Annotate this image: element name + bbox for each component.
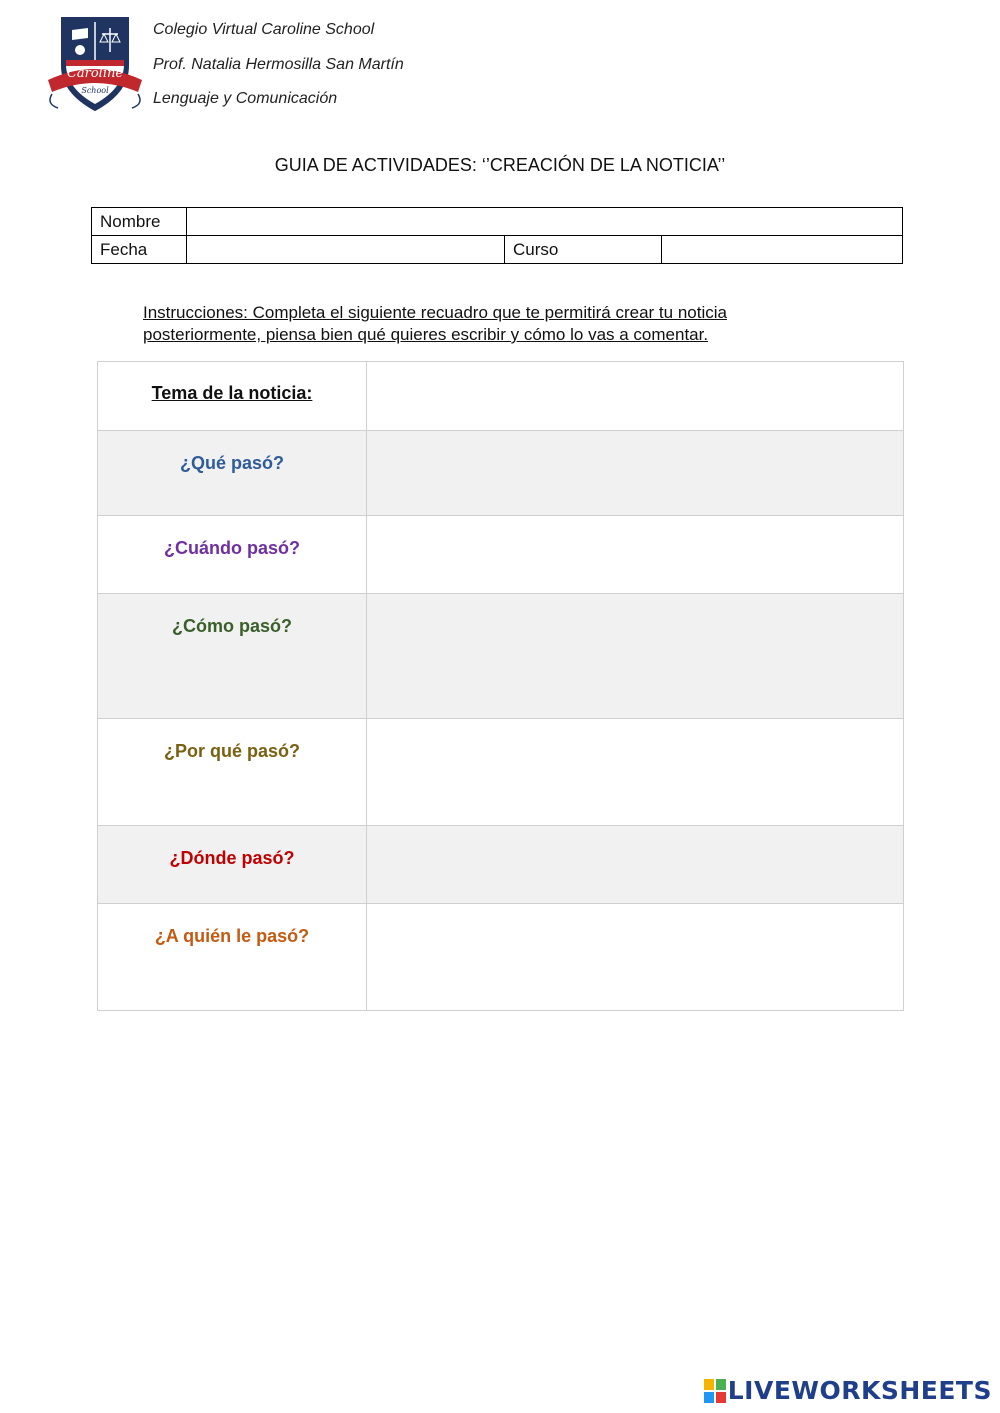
name-row (92, 208, 903, 236)
news-row-why (98, 719, 904, 826)
when-answer-field[interactable] (367, 516, 904, 594)
why-label: ¿Por qué pasó? (163, 741, 300, 761)
subject-name: Lenguaje y Comunicación (153, 90, 338, 107)
student-info-table (91, 207, 903, 264)
news-row-what (98, 431, 904, 516)
what-answer-field[interactable] (367, 431, 904, 516)
liveworksheets-logo-icon (704, 1379, 726, 1403)
document-title: GUIA DE ACTIVIDADES: ‘’CREACIÓN DE LA NOTICIA’’ (274, 155, 726, 175)
what-label: ¿Qué pasó? (179, 453, 284, 473)
how-answer-field[interactable] (367, 594, 904, 719)
name-label: Nombre (92, 208, 187, 236)
logo-subtext: School (81, 86, 109, 95)
school-name: Colegio Virtual Caroline School (153, 21, 375, 38)
date-field[interactable] (187, 236, 505, 264)
instructions-text: Instrucciones: Completa el siguiente recuadro que te permitirá crear tu noticia posteriormente, piensa bien qué quieres escribir y cómo lo vas a comentar. (143, 303, 727, 344)
date-label: Fecha (92, 236, 187, 264)
news-row-how (98, 594, 904, 719)
teacher-name: Prof. Natalia Hermosilla San Martín (153, 55, 404, 73)
where-answer-field[interactable] (367, 826, 904, 904)
school-info (153, 20, 404, 124)
who-answer-field[interactable] (367, 904, 904, 1011)
news-row-who (98, 904, 904, 1011)
topic-answer-field[interactable] (367, 362, 904, 431)
news-row-where (98, 826, 904, 904)
brand-text: LIVEWORKSHEETS (727, 1376, 992, 1405)
where-label: ¿Dónde pasó? (169, 848, 295, 868)
date-course-row (92, 236, 903, 264)
when-label: ¿Cuándo pasó? (164, 538, 300, 558)
how-label: ¿Cómo pasó? (172, 616, 292, 636)
who-label: ¿A quién le pasó? (154, 926, 310, 946)
topic-label: Tema de la noticia: (151, 383, 313, 403)
school-logo (44, 14, 146, 120)
course-label: Curso (505, 236, 662, 264)
logo-text: Caroline (66, 66, 124, 81)
why-answer-field[interactable] (367, 719, 904, 826)
liveworksheets-brand[interactable] (704, 1376, 992, 1405)
course-field[interactable] (662, 236, 903, 264)
news-row-topic (98, 362, 904, 431)
name-field[interactable] (187, 208, 903, 236)
news-row-when (98, 516, 904, 594)
news-table (97, 361, 904, 1011)
